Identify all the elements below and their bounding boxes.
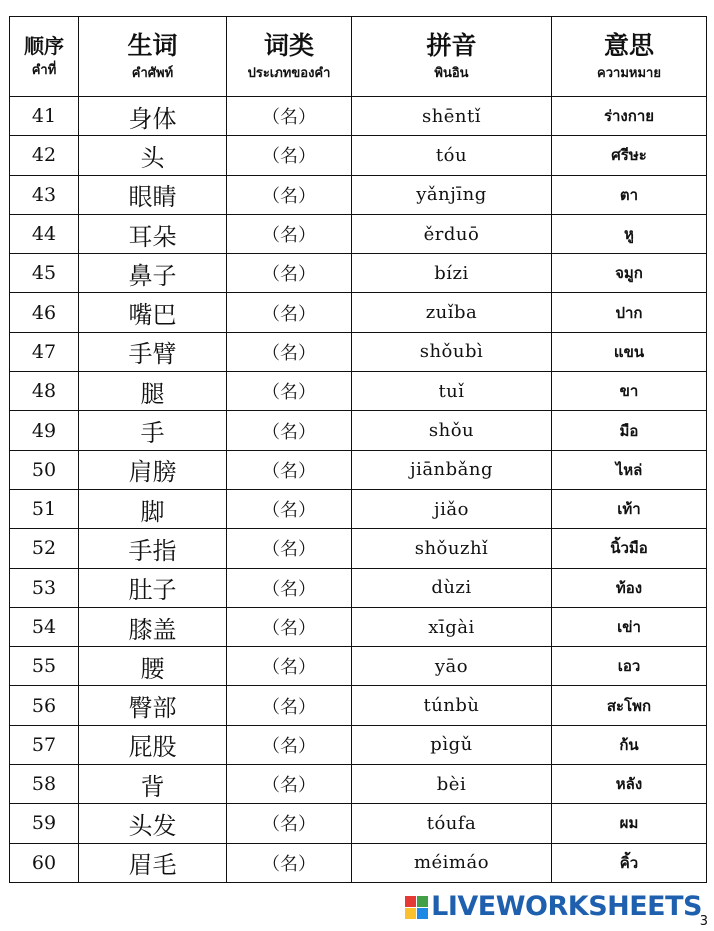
thai-meaning-cell: เท้า xyxy=(552,489,707,528)
header-meaning-sublabel: ความหมาย xyxy=(597,65,661,81)
table-row xyxy=(10,136,707,175)
pinyin-cell: túnbù xyxy=(352,686,552,725)
chinese-word-cell: 腿 xyxy=(79,372,227,411)
logo-badge-tile xyxy=(417,896,428,907)
chinese-word-cell: 肚子 xyxy=(79,568,227,607)
row-number-cell: 46 xyxy=(10,293,79,332)
row-number-cell: 52 xyxy=(10,529,79,568)
row-number-cell: 60 xyxy=(10,843,79,882)
table-row xyxy=(10,843,707,882)
header-order-sublabel: คำที่ xyxy=(31,62,57,78)
header-order xyxy=(10,17,79,97)
header-meaning-label: 意思 xyxy=(603,30,654,60)
table-row xyxy=(10,214,707,253)
chinese-word-cell: 肩膀 xyxy=(79,450,227,489)
table-row xyxy=(10,97,707,136)
header-word-label: 生词 xyxy=(127,30,178,60)
thai-meaning-cell: ปาก xyxy=(552,293,707,332)
logo-badge-tile xyxy=(417,908,428,919)
pinyin-cell: zuǐba xyxy=(352,293,552,332)
row-number-cell: 42 xyxy=(10,136,79,175)
chinese-word-cell: 手臂 xyxy=(79,332,227,371)
word-type-cell: （名） xyxy=(227,725,352,764)
thai-meaning-cell: สะโพก xyxy=(552,686,707,725)
header-type xyxy=(227,17,352,97)
chinese-word-cell: 眉毛 xyxy=(79,843,227,882)
word-type-cell: （名） xyxy=(227,293,352,332)
pinyin-cell: bízi xyxy=(352,254,552,293)
table-row xyxy=(10,804,707,843)
pinyin-cell: ěrduō xyxy=(352,214,552,253)
thai-meaning-cell: จมูก xyxy=(552,254,707,293)
row-number-cell: 54 xyxy=(10,607,79,646)
chinese-word-cell: 嘴巴 xyxy=(79,293,227,332)
table-row xyxy=(10,529,707,568)
liveworksheets-logo xyxy=(405,893,702,921)
header-type-sublabel: ประเภทของคำ xyxy=(247,65,331,81)
table-row xyxy=(10,568,707,607)
word-type-cell: （名） xyxy=(227,332,352,371)
pinyin-cell: jiānbǎng xyxy=(352,450,552,489)
header-pinyin xyxy=(352,17,552,97)
table-header xyxy=(10,17,707,97)
vocabulary-table xyxy=(9,16,707,883)
row-number-cell: 47 xyxy=(10,332,79,371)
pinyin-cell: pìgǔ xyxy=(352,725,552,764)
pinyin-cell: yāo xyxy=(352,647,552,686)
thai-meaning-cell: หู xyxy=(552,214,707,253)
header-word-sublabel: คำศัพท์ xyxy=(131,65,174,81)
table-row xyxy=(10,647,707,686)
pinyin-cell: xīgài xyxy=(352,607,552,646)
thai-meaning-cell: เข่า xyxy=(552,607,707,646)
chinese-word-cell: 身体 xyxy=(79,97,227,136)
row-number-cell: 53 xyxy=(10,568,79,607)
word-type-cell: （名） xyxy=(227,214,352,253)
thai-meaning-cell: นิ้วมือ xyxy=(552,529,707,568)
pinyin-cell: shǒubì xyxy=(352,332,552,371)
chinese-word-cell: 眼睛 xyxy=(79,175,227,214)
row-number-cell: 45 xyxy=(10,254,79,293)
table-row xyxy=(10,725,707,764)
word-type-cell: （名） xyxy=(227,411,352,450)
table-row xyxy=(10,411,707,450)
thai-meaning-cell: มือ xyxy=(552,411,707,450)
thai-meaning-cell: ไหล่ xyxy=(552,450,707,489)
table-row xyxy=(10,450,707,489)
row-number-cell: 58 xyxy=(10,765,79,804)
word-type-cell: （名） xyxy=(227,372,352,411)
chinese-word-cell: 鼻子 xyxy=(79,254,227,293)
pinyin-cell: bèi xyxy=(352,765,552,804)
header-order-label: 顺序 xyxy=(24,33,64,58)
row-number-cell: 56 xyxy=(10,686,79,725)
table-row xyxy=(10,254,707,293)
header-pinyin-label: 拼音 xyxy=(426,30,477,60)
pinyin-cell: méimáo xyxy=(352,843,552,882)
table-row xyxy=(10,372,707,411)
thai-meaning-cell: ขา xyxy=(552,372,707,411)
header-pinyin-sublabel: พินอิน xyxy=(434,65,469,81)
word-type-cell: （名） xyxy=(227,97,352,136)
chinese-word-cell: 头 xyxy=(79,136,227,175)
chinese-word-cell: 手指 xyxy=(79,529,227,568)
table-body xyxy=(10,97,707,883)
thai-meaning-cell: หลัง xyxy=(552,765,707,804)
logo-badge-tile xyxy=(405,908,416,919)
pinyin-cell: jiǎo xyxy=(352,489,552,528)
word-type-cell: （名） xyxy=(227,529,352,568)
row-number-cell: 41 xyxy=(10,97,79,136)
word-type-cell: （名） xyxy=(227,568,352,607)
table-row xyxy=(10,332,707,371)
table-row xyxy=(10,293,707,332)
pinyin-cell: tuǐ xyxy=(352,372,552,411)
row-number-cell: 44 xyxy=(10,214,79,253)
word-type-cell: （名） xyxy=(227,175,352,214)
word-type-cell: （名） xyxy=(227,765,352,804)
logo-badge xyxy=(405,896,428,919)
table-row xyxy=(10,175,707,214)
word-type-cell: （名） xyxy=(227,647,352,686)
thai-meaning-cell: ศรีษะ xyxy=(552,136,707,175)
thai-meaning-cell: เอว xyxy=(552,647,707,686)
thai-meaning-cell: ร่างกาย xyxy=(552,97,707,136)
chinese-word-cell: 腰 xyxy=(79,647,227,686)
row-number-cell: 50 xyxy=(10,450,79,489)
table-row xyxy=(10,607,707,646)
thai-meaning-cell: คิ้ว xyxy=(552,843,707,882)
pinyin-cell: tóu xyxy=(352,136,552,175)
header-word xyxy=(79,17,227,97)
row-number-cell: 43 xyxy=(10,175,79,214)
table-row xyxy=(10,686,707,725)
header-type-label: 词类 xyxy=(263,30,314,60)
pinyin-cell: yǎnjīng xyxy=(352,175,552,214)
word-type-cell: （名） xyxy=(227,804,352,843)
thai-meaning-cell: ท้อง xyxy=(552,568,707,607)
chinese-word-cell: 背 xyxy=(79,765,227,804)
table-row xyxy=(10,489,707,528)
word-type-cell: （名） xyxy=(227,489,352,528)
word-type-cell: （名） xyxy=(227,450,352,489)
pinyin-cell: dùzi xyxy=(352,568,552,607)
row-number-cell: 57 xyxy=(10,725,79,764)
row-number-cell: 59 xyxy=(10,804,79,843)
header-meaning xyxy=(552,17,707,97)
thai-meaning-cell: ก้น xyxy=(552,725,707,764)
pinyin-cell: shǒu xyxy=(352,411,552,450)
chinese-word-cell: 屁股 xyxy=(79,725,227,764)
thai-meaning-cell: แขน xyxy=(552,332,707,371)
logo-text: LIVEWORKSHEETS xyxy=(431,891,702,922)
word-type-cell: （名） xyxy=(227,254,352,293)
row-number-cell: 55 xyxy=(10,647,79,686)
table-row xyxy=(10,765,707,804)
thai-meaning-cell: ผม xyxy=(552,804,707,843)
word-type-cell: （名） xyxy=(227,136,352,175)
chinese-word-cell: 膝盖 xyxy=(79,607,227,646)
chinese-word-cell: 耳朵 xyxy=(79,214,227,253)
pinyin-cell: shǒuzhǐ xyxy=(352,529,552,568)
chinese-word-cell: 脚 xyxy=(79,489,227,528)
word-type-cell: （名） xyxy=(227,686,352,725)
word-type-cell: （名） xyxy=(227,843,352,882)
thai-meaning-cell: ตา xyxy=(552,175,707,214)
pinyin-cell: shēntǐ xyxy=(352,97,552,136)
pinyin-cell: tóufa xyxy=(352,804,552,843)
row-number-cell: 49 xyxy=(10,411,79,450)
row-number-cell: 48 xyxy=(10,372,79,411)
chinese-word-cell: 手 xyxy=(79,411,227,450)
chinese-word-cell: 头发 xyxy=(79,804,227,843)
chinese-word-cell: 臀部 xyxy=(79,686,227,725)
logo-badge-tile xyxy=(405,896,416,907)
word-type-cell: （名） xyxy=(227,607,352,646)
row-number-cell: 51 xyxy=(10,489,79,528)
page-number: 3 xyxy=(699,914,708,929)
